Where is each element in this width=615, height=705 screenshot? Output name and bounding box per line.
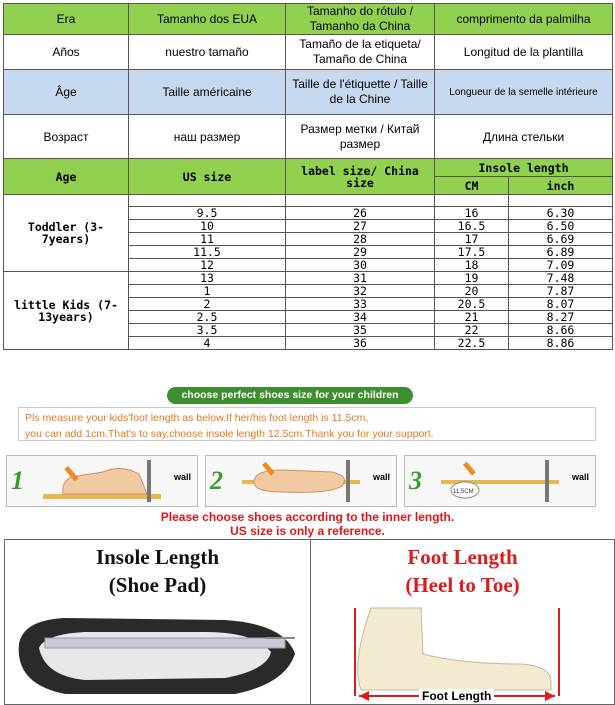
header-row-fr (4, 70, 613, 115)
cell: nuestro tamaño (129, 35, 286, 70)
insole-cm-cell: 17 (435, 233, 509, 246)
insole-title: Insole Length (95, 545, 220, 569)
us-size-cell: 4 (129, 337, 286, 350)
cell: Tamanho do rótulo / Tamanho da China (286, 4, 435, 35)
step-number: 1 (11, 466, 24, 495)
multilang-header-table (3, 3, 613, 160)
label-size-cell: 35 (286, 324, 435, 337)
cell: Años (4, 35, 129, 70)
us-size-cell: 10 (129, 220, 286, 233)
age-group-cell: little Kids (7-13years) (4, 272, 129, 350)
insole-inch-cell: 7.09 (509, 259, 613, 272)
insole-cm-cell: 21 (435, 311, 509, 324)
insole-cm-cell: 20.5 (435, 298, 509, 311)
cell: Размер метки / Китай размер (286, 115, 435, 160)
us-size-cell: 9.5 (129, 207, 286, 220)
ruler-measure-icon (441, 460, 561, 504)
insole-inch-cell: 7.48 (509, 272, 613, 285)
wall-bar (346, 460, 350, 502)
header-row-pt (4, 4, 613, 35)
wall-label: wall (372, 472, 390, 482)
header-row-ru (4, 115, 613, 160)
label-size-cell: 29 (286, 246, 435, 259)
label-size-cell: 31 (286, 272, 435, 285)
size-row (4, 195, 613, 207)
insole-cm-cell: 22.5 (435, 337, 509, 350)
size-table-body (4, 195, 613, 350)
label-size-cell: 36 (286, 337, 435, 350)
cell: Longitud de la plantilla (435, 35, 613, 70)
insole-cm-cell: 22 (435, 324, 509, 337)
us-size-cell: 12 (129, 259, 286, 272)
cell: наш размер (129, 115, 286, 160)
cell: Longueur de la semelle intérieure (435, 70, 613, 115)
us-size-cell: 2 (129, 298, 286, 311)
label-size-cell: 28 (286, 233, 435, 246)
inch-header: inch (509, 177, 613, 195)
us-size-cell: 1 (129, 285, 286, 298)
us-size-cell (129, 195, 286, 207)
us-size-cell: 13 (129, 272, 286, 285)
wall-label: wall (173, 472, 191, 482)
shoe-insole-icon (5, 604, 310, 704)
warning-line-1: Please choose shoes according to the inner length. (160, 510, 455, 524)
age-header: Age (4, 159, 129, 195)
wall-bar (545, 460, 549, 502)
note-line-1: Pls measure your kids'foot length as below.If her/his foot length is 11.5cm, (25, 412, 369, 424)
measurement-guide (0, 385, 615, 705)
size-chart-table (3, 158, 613, 350)
insole-inch-cell: 8.27 (509, 311, 613, 324)
wall-label: wall (571, 472, 589, 482)
step-2 (205, 455, 397, 507)
measure-note (18, 407, 596, 441)
insole-inch-cell: 6.50 (509, 220, 613, 233)
cell: comprimento da palmilha (435, 4, 613, 35)
step-3 (404, 455, 596, 507)
cell: Tamanho dos EUA (129, 4, 286, 35)
size-row (4, 272, 613, 285)
us-size-cell: 3.5 (129, 324, 286, 337)
foot-on-ruler-icon (43, 460, 163, 504)
length-panels (4, 539, 615, 705)
cell: Длина стельки (435, 115, 613, 160)
label-size-cell: 33 (286, 298, 435, 311)
cell: Taille de l'étiquette / Taille de la Chine (286, 70, 435, 115)
insole-cm-cell (435, 195, 509, 207)
step-number: 2 (210, 466, 223, 495)
foot-length-panel (311, 540, 614, 704)
foot-length-subtitle: (Heel to Toe) (405, 573, 520, 597)
insole-cm-cell: 16.5 (435, 220, 509, 233)
insole-cm-cell: 18 (435, 259, 509, 272)
step-number: 3 (409, 466, 422, 495)
label-size-cell: 26 (286, 207, 435, 220)
size-header-row (4, 159, 613, 177)
insole-subtitle: (Shoe Pad) (108, 573, 207, 597)
insole-inch-cell: 6.30 (509, 207, 613, 220)
note-line-2: you can add 1cm.That's to say,choose insole length 12.5cm.Thank you for your support. (25, 428, 434, 440)
header-row-es (4, 35, 613, 70)
label-size-header: label size/ China size (286, 159, 435, 195)
foot-length-label: Foot Length (419, 689, 494, 703)
insole-cm-cell: 19 (435, 272, 509, 285)
cell: Era (4, 4, 129, 35)
label-size-cell: 27 (286, 220, 435, 233)
insole-inch-cell: 8.86 (509, 337, 613, 350)
warning-line-2: US size is only a reference. (230, 524, 385, 538)
foot-top-view-icon (242, 460, 362, 504)
insole-inch-cell: 8.66 (509, 324, 613, 337)
label-size-cell: 32 (286, 285, 435, 298)
label-size-cell (286, 195, 435, 207)
insole-inch-cell: 6.89 (509, 246, 613, 259)
insole-length-header: Insole length (435, 159, 613, 177)
insole-cm-cell: 20 (435, 285, 509, 298)
insole-inch-cell: 7.87 (509, 285, 613, 298)
us-size-cell: 2.5 (129, 311, 286, 324)
cell: Tamaño de la etiqueta/ Tamaño de China (286, 35, 435, 70)
insole-cm-cell: 16 (435, 207, 509, 220)
wall-bar (147, 460, 151, 502)
cell: Возраст (4, 115, 129, 160)
us-size-cell: 11.5 (129, 246, 286, 259)
insole-cm-cell: 17.5 (435, 246, 509, 259)
us-size-header: US size (129, 159, 286, 195)
measure-steps (0, 455, 615, 510)
cell: Taille américaine (129, 70, 286, 115)
measure-value: 11.5CM (453, 489, 474, 495)
insole-inch-cell: 8.07 (509, 298, 613, 311)
insole-inch-cell (509, 195, 613, 207)
insole-inch-cell: 6.69 (509, 233, 613, 246)
foot-length-title: Foot Length (407, 545, 518, 569)
label-size-cell: 34 (286, 311, 435, 324)
cell: Âge (4, 70, 129, 115)
cm-header: CM (435, 177, 509, 195)
age-group-cell: Toddler (3-7years) (4, 195, 129, 272)
us-size-cell: 11 (129, 233, 286, 246)
insole-panel (5, 540, 311, 704)
step-1 (6, 455, 198, 507)
label-size-cell: 30 (286, 259, 435, 272)
guide-title: choose perfect shoes size for your children (167, 387, 413, 404)
